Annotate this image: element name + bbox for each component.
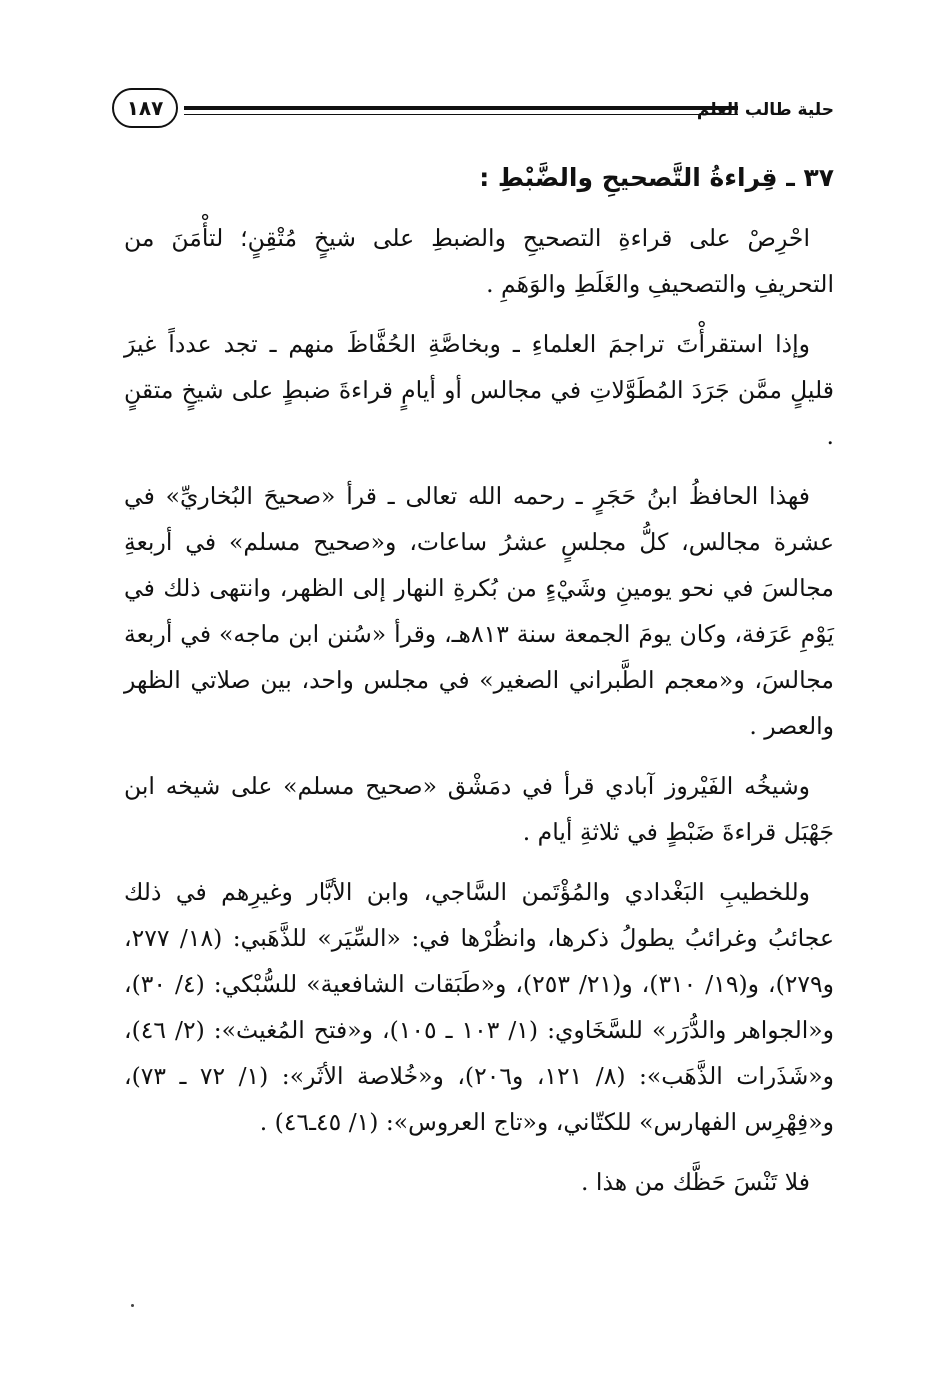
scan-speck	[131, 1304, 134, 1307]
header-rule-thin	[184, 114, 738, 115]
page-number: ١٨٧	[126, 96, 164, 120]
section-heading: ٣٧ ـ قِراءةُ التَّصحيحِ والضَّبْطِ :	[479, 163, 834, 192]
header-rule-thick	[184, 106, 738, 110]
paragraph-5: وللخطيبِ البَغْدادي والمُؤْتَمن السَّاجي، وابن الأبَّار وغيرِهم في ذلك عجائبُ وغرائبُ يطولُ ذكرها، وانظُرْها في: «السِّيَر» للذَّهَبي: (١٨/ ٢٧٧، و٢٧٩)، و(١٩/ ٣١٠)، و(٢١/ ٢٥٣)، و«طَبَقات الشافعية» للسُّبْكي: (٤/ ٣٠)، و«الجواهر والدُّرَر» للسَّخَاوي: (١/ ١٠٣ ـ ١٠٥)، و«فتح المُغيث»: (٢/ ٤٦)، و«شَذَرات الذَّهَب»: (٨/ ١٢١، و٢٠٦)، و«خُلاصة الأثَر»: (١/ ٧٢ ـ ٧٣)، و«فِهْرِس الفهارس» للكتّاني، و«تاج العروس»: (١/ ٤٥ـ٤٦) .	[124, 878, 835, 1136]
paragraph-2: وإذا استقرأْتَ تراجمَ العلماءِ ـ وبخاصَّةِ الحُفَّاظَ منهم ـ تجد عدداً غيرَ قليلٍ ممَّن جَرَدَ المُطَوَّلاتِ في مجالس أو أيامٍ قراءةَ ضبطٍ على شيخٍ متقنٍ .	[124, 330, 834, 450]
page-number-badge	[112, 88, 178, 128]
paragraph-1: احْرِصْ على قراءةِ التصحيحِ والضبطِ على شيخٍ مُتْقِنٍ؛ لتأْمَنَ من التحريفِ والتصحيفِ والغَلَطِ والوَهَمِ .	[124, 224, 834, 298]
running-title: حلية طالب العلم	[696, 100, 834, 120]
paragraph-4: وشيخُه الفَيْروز آبادي قرأ في دمَشْق «صحيح مسلم» على شيخه ابن جَهْبَل قراءةَ ضَبْطٍ في ثلاثةِ أيام .	[124, 772, 834, 846]
paragraph-3: فهذا الحافظُ ابنُ حَجَرٍ ـ رحمه الله تعالى ـ قرأ «صحيحَ البُخاريِّ» في عشرة مجالس، كلُّ مجلسٍ عشرُ ساعات، و«صحيح مسلم» في أربعةِ مجالسَ في نحو يومينِ وشَيْءٍ من بُكرةِ النهار إلى الظهر، وانتهى ذلك في يَوْمِ عَرَفة، وكان يومَ الجمعة سنة ٨١٣هـ، وقرأ «سُنن ابن ماجه» في أربعة مجالسَ، و«معجم الطَّبراني الصغير» في مجلس واحد، بين صلاتي الظهر والعصر .	[124, 482, 834, 740]
page-header	[112, 86, 834, 134]
closing-line: فلا تَنْسَ حَظَّك من هذا .	[580, 1168, 810, 1196]
page-body	[124, 155, 834, 1219]
